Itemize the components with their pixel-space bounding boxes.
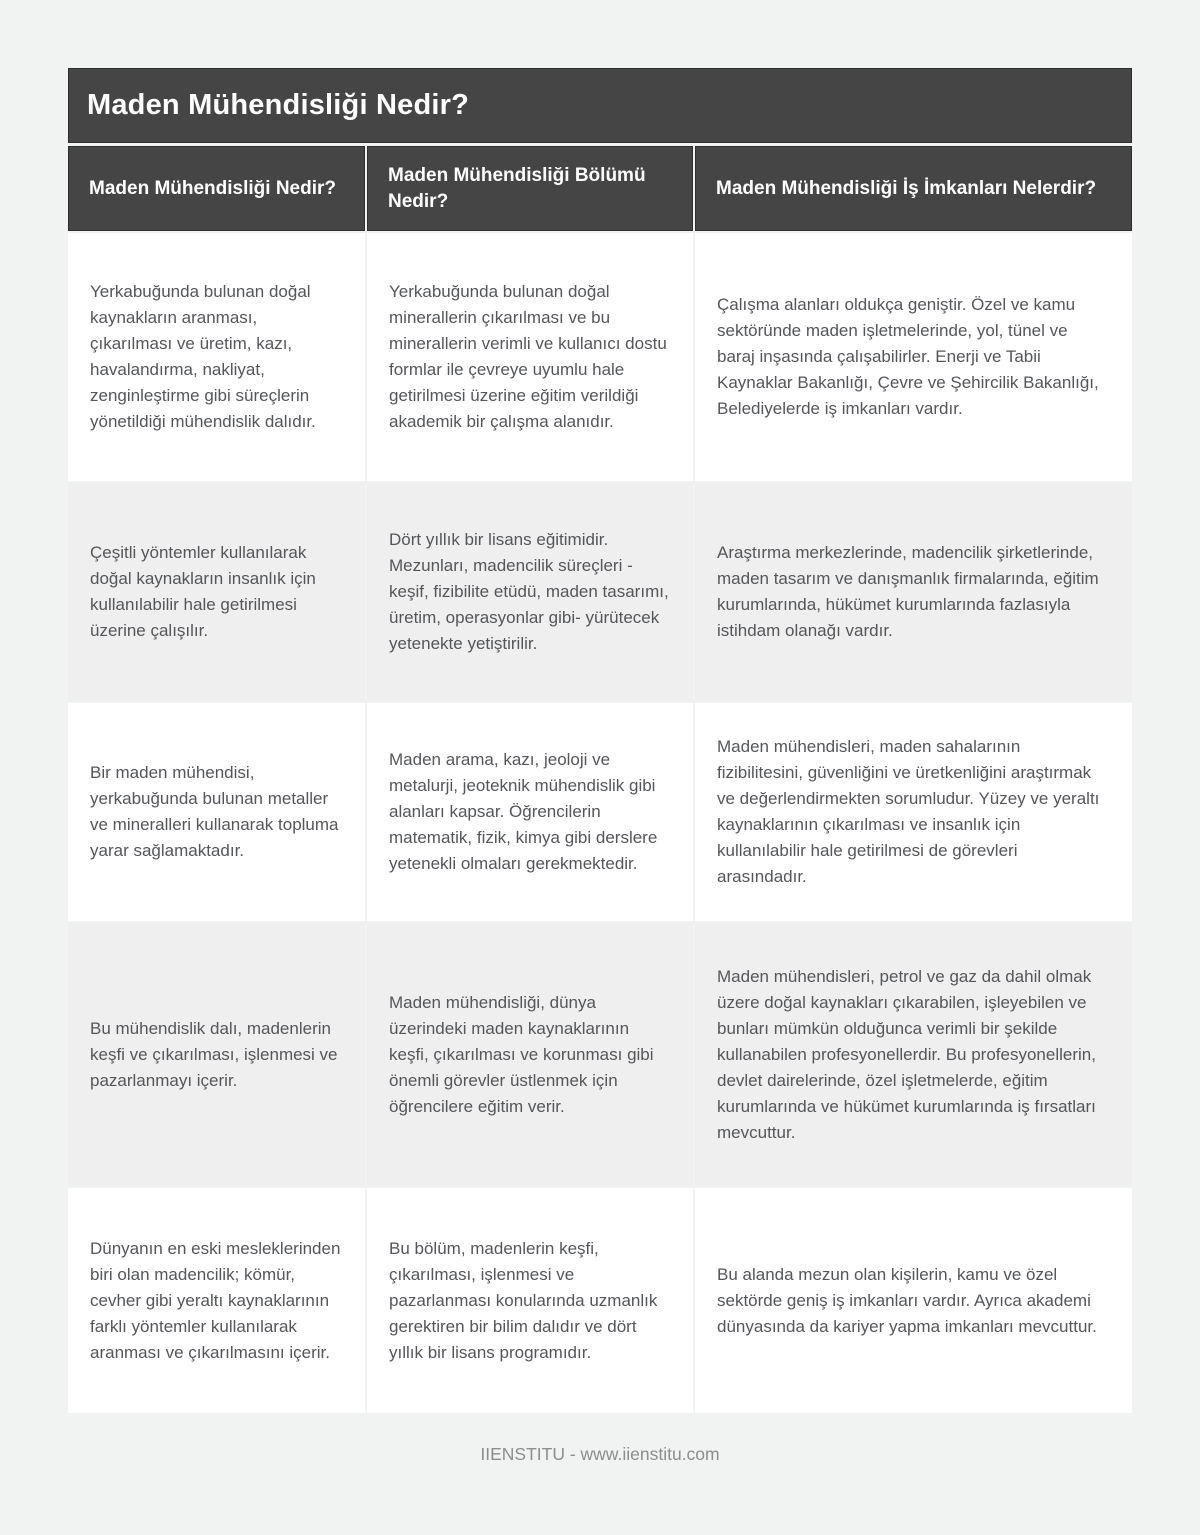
table-cell: Bu alanda mezun olan kişilerin, kamu ve özel sektörde geniş iş imkanları vardır. Ayrıca akademi dünyasında da kariyer yapma imkanları mevcuttur. xyxy=(695,1188,1132,1413)
table-cell: Maden mühendisleri, maden sahalarının fizibilitesini, güvenliğini ve üretkenliğini araştırmak ve değerlendirmekten sorumludur. Yüzey ve yeraltı kaynaklarının çıkarılması ve insanlık için kullanılabilir hale getirilmesi de görevleri arasındadır. xyxy=(695,703,1132,921)
column-header-is-imkanlari: Maden Mühendisliği İş İmkanları Nelerdir? xyxy=(695,146,1132,231)
table-cell: Bu mühendislik dalı, madenlerin keşfi ve çıkarılması, işlenmesi ve pazarlanmayı içerir. xyxy=(68,923,365,1186)
table-cell: Yerkabuğunda bulunan doğal kaynakların aranması, çıkarılması ve üretim, kazı, havalandırma, nakliyat, zenginleştirme gibi süreçlerin yönetildiği mühendislik dalıdır. xyxy=(68,233,365,481)
table-cell: Araştırma merkezlerinde, madencilik şirketlerinde, maden tasarım ve danışmanlık firmalarında, eğitim kurumlarında, hükümet kurumlarında fazlasıyla istihdam olanağı vardır. xyxy=(695,483,1132,701)
page-title: Maden Mühendisliği Nedir? xyxy=(87,89,470,121)
table-cell: Yerkabuğunda bulunan doğal minerallerin çıkarılması ve bu minerallerin verimli ve kullanıcı dostu formlar ile çevreye uyumlu hale getirilmesi üzerine eğitim verildiği akademik bir çalışma alanıdır. xyxy=(367,233,693,481)
table-header-row xyxy=(68,146,1132,231)
table-cell: Maden arama, kazı, jeoloji ve metalurji, jeoteknik mühendislik gibi alanları kapsar. Öğrencilerin matematik, fizik, kimya gibi derslere yetenekli olmaları gerekmektedir. xyxy=(367,703,693,921)
table-cell: Maden mühendisleri, petrol ve gaz da dahil olmak üzere doğal kaynakları çıkarabilen, işleyebilen ve bunları mümkün olduğunca verimli bir şekilde kullanabilen profesyonellerdir. Bu profesyonellerin, devlet dairelerinde, özel işletmelerde, eğitim kurumlarında ve hükümet kurumlarında iş fırsatları mevcuttur. xyxy=(695,923,1132,1186)
table-cell: Çalışma alanları oldukça geniştir. Özel ve kamu sektöründe maden işletmelerinde, yol, tünel ve baraj inşasında çalışabilirler. Enerji ve Tabii Kaynaklar Bakanlığı, Çevre ve Şehircilik Bakanlığı, Belediyelerde iş imkanları vardır. xyxy=(695,233,1132,481)
table-row xyxy=(68,1188,1132,1413)
table-cell: Dünyanın en eski mesleklerinden biri olan madencilik; kömür, cevher gibi yeraltı kaynaklarının farklı yöntemler kullanılarak aranması ve çıkarılmasını içerir. xyxy=(68,1188,365,1413)
table-cell: Dört yıllık bir lisans eğitimidir. Mezunları, madencilik süreçleri - keşif, fizibilite etüdü, maden tasarımı, üretim, operasyonlar gibi- yürütecek yetenekte yetiştirilir. xyxy=(367,483,693,701)
footer-text: IIENSTITU - www.iienstitu.com xyxy=(480,1444,720,1464)
table-row xyxy=(68,233,1132,481)
table-cell: Bir maden mühendisi, yerkabuğunda bulunan metaller ve mineralleri kullanarak topluma yarar sağlamaktadır. xyxy=(68,703,365,921)
column-header-nedir: Maden Mühendisliği Nedir? xyxy=(68,146,365,231)
table-cell: Maden mühendisliği, dünya üzerindeki maden kaynaklarının keşfi, çıkarılması ve korunması gibi önemli görevler üstlenmek için öğrencilere eğitim verir. xyxy=(367,923,693,1186)
content-card xyxy=(68,68,1132,1413)
table-cell: Bu bölüm, madenlerin keşfi, çıkarılması, işlenmesi ve pazarlanması konularında uzmanlık gerektiren bir bilim dalıdır ve dört yıllık bir lisans programıdır. xyxy=(367,1188,693,1413)
table-row xyxy=(68,923,1132,1186)
title-bar xyxy=(68,68,1132,143)
column-header-bolumu-nedir: Maden Mühendisliği Bölümü Nedir? xyxy=(367,146,693,231)
table-row xyxy=(68,483,1132,701)
table-cell: Çeşitli yöntemler kullanılarak doğal kaynakların insanlık için kullanılabilir hale getirilmesi üzerine çalışılır. xyxy=(68,483,365,701)
table-row xyxy=(68,703,1132,921)
